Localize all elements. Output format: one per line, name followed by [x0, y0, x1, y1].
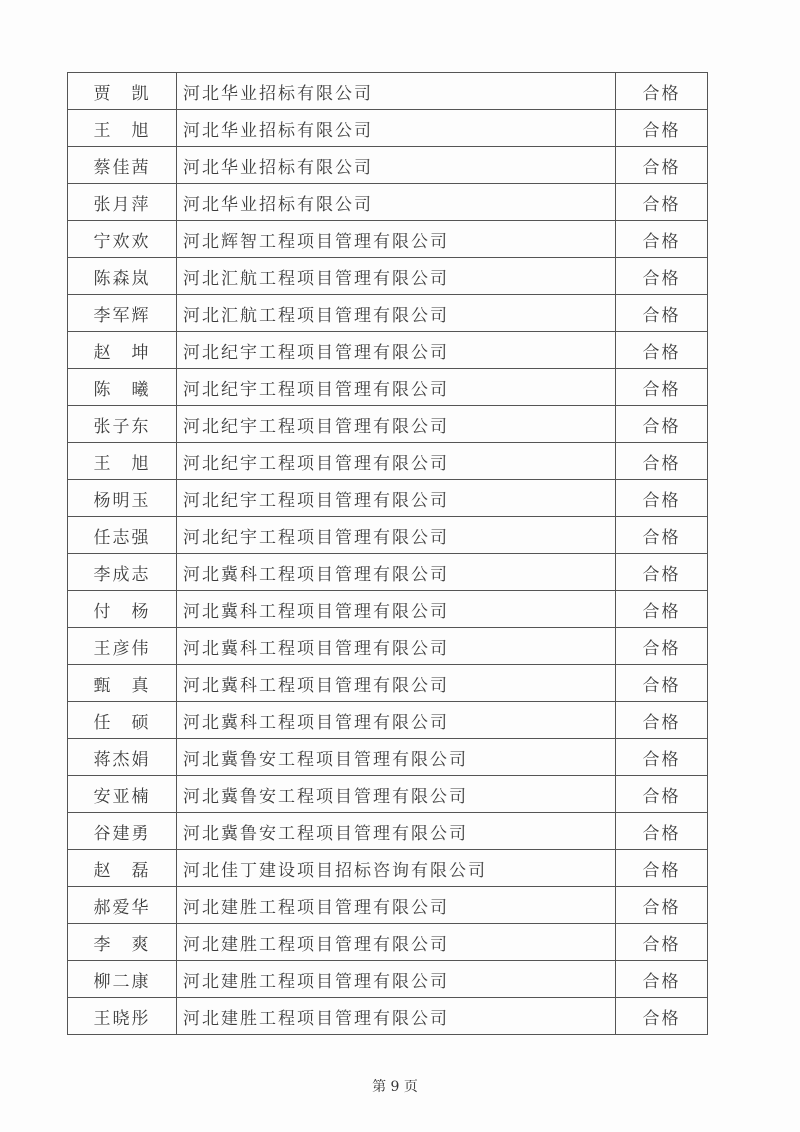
table-row — [68, 332, 708, 369]
table-row — [68, 591, 708, 628]
result-status: 合格 — [616, 443, 708, 480]
table-row — [68, 887, 708, 924]
company-name: 河北纪宇工程项目管理有限公司 — [177, 332, 616, 369]
result-status: 合格 — [616, 850, 708, 887]
company-name: 河北冀鲁安工程项目管理有限公司 — [177, 776, 616, 813]
table-row — [68, 480, 708, 517]
table-row — [68, 295, 708, 332]
table-row — [68, 517, 708, 554]
result-status: 合格 — [616, 295, 708, 332]
person-name: 甄 真 — [68, 665, 177, 702]
company-name: 河北纪宇工程项目管理有限公司 — [177, 406, 616, 443]
result-status: 合格 — [616, 554, 708, 591]
result-status: 合格 — [616, 517, 708, 554]
result-status: 合格 — [616, 665, 708, 702]
person-name: 柳二康 — [68, 961, 177, 998]
result-status: 合格 — [616, 406, 708, 443]
person-name: 任 硕 — [68, 702, 177, 739]
result-status: 合格 — [616, 147, 708, 184]
company-name: 河北纪宇工程项目管理有限公司 — [177, 443, 616, 480]
person-name: 陈 曦 — [68, 369, 177, 406]
result-status: 合格 — [616, 702, 708, 739]
table-row — [68, 961, 708, 998]
person-name: 王 旭 — [68, 110, 177, 147]
person-name: 贾 凯 — [68, 73, 177, 110]
table-row — [68, 184, 708, 221]
person-name: 蒋杰娟 — [68, 739, 177, 776]
table-row — [68, 369, 708, 406]
result-status: 合格 — [616, 258, 708, 295]
person-name: 李 爽 — [68, 924, 177, 961]
company-name: 河北汇航工程项目管理有限公司 — [177, 295, 616, 332]
person-name: 王晓彤 — [68, 998, 177, 1035]
result-status: 合格 — [616, 369, 708, 406]
company-name: 河北华业招标有限公司 — [177, 110, 616, 147]
page-number: 第 9 页 — [372, 1079, 418, 1095]
result-status: 合格 — [616, 332, 708, 369]
result-status: 合格 — [616, 998, 708, 1035]
result-status: 合格 — [616, 961, 708, 998]
company-name: 河北纪宇工程项目管理有限公司 — [177, 517, 616, 554]
person-name: 李成志 — [68, 554, 177, 591]
company-name: 河北建胜工程项目管理有限公司 — [177, 998, 616, 1035]
company-name: 河北华业招标有限公司 — [177, 184, 616, 221]
person-name: 陈森岚 — [68, 258, 177, 295]
table-row — [68, 443, 708, 480]
company-name: 河北冀科工程项目管理有限公司 — [177, 591, 616, 628]
table-row — [68, 110, 708, 147]
table-row — [68, 221, 708, 258]
person-name: 张月萍 — [68, 184, 177, 221]
company-name: 河北建胜工程项目管理有限公司 — [177, 887, 616, 924]
result-status: 合格 — [616, 887, 708, 924]
result-status: 合格 — [616, 591, 708, 628]
company-name: 河北冀鲁安工程项目管理有限公司 — [177, 813, 616, 850]
results-table-body — [68, 73, 708, 1035]
result-status: 合格 — [616, 480, 708, 517]
company-name: 河北冀科工程项目管理有限公司 — [177, 702, 616, 739]
table-row — [68, 739, 708, 776]
result-status: 合格 — [616, 110, 708, 147]
result-status: 合格 — [616, 776, 708, 813]
table-row — [68, 702, 708, 739]
person-name: 赵 磊 — [68, 850, 177, 887]
person-name: 安亚楠 — [68, 776, 177, 813]
results-table — [67, 72, 708, 1035]
table-row — [68, 776, 708, 813]
result-status: 合格 — [616, 221, 708, 258]
result-status: 合格 — [616, 628, 708, 665]
person-name: 王 旭 — [68, 443, 177, 480]
person-name: 王彦伟 — [68, 628, 177, 665]
company-name: 河北冀科工程项目管理有限公司 — [177, 554, 616, 591]
table-row — [68, 554, 708, 591]
table-row — [68, 258, 708, 295]
table-row — [68, 147, 708, 184]
table-row — [68, 73, 708, 110]
table-row — [68, 665, 708, 702]
company-name: 河北华业招标有限公司 — [177, 73, 616, 110]
person-name: 郝爱华 — [68, 887, 177, 924]
company-name: 河北建胜工程项目管理有限公司 — [177, 961, 616, 998]
person-name: 杨明玉 — [68, 480, 177, 517]
table-row — [68, 813, 708, 850]
person-name: 蔡佳茜 — [68, 147, 177, 184]
result-status: 合格 — [616, 184, 708, 221]
person-name: 宁欢欢 — [68, 221, 177, 258]
table-row — [68, 628, 708, 665]
company-name: 河北纪宇工程项目管理有限公司 — [177, 369, 616, 406]
table-row — [68, 924, 708, 961]
person-name: 任志强 — [68, 517, 177, 554]
company-name: 河北佳丁建设项目招标咨询有限公司 — [177, 850, 616, 887]
company-name: 河北纪宇工程项目管理有限公司 — [177, 480, 616, 517]
person-name: 张子东 — [68, 406, 177, 443]
person-name: 李军辉 — [68, 295, 177, 332]
person-name: 谷建勇 — [68, 813, 177, 850]
result-status: 合格 — [616, 924, 708, 961]
company-name: 河北冀科工程项目管理有限公司 — [177, 628, 616, 665]
company-name: 河北汇航工程项目管理有限公司 — [177, 258, 616, 295]
result-status: 合格 — [616, 739, 708, 776]
table-row — [68, 850, 708, 887]
company-name: 河北辉智工程项目管理有限公司 — [177, 221, 616, 258]
company-name: 河北建胜工程项目管理有限公司 — [177, 924, 616, 961]
company-name: 河北冀鲁安工程项目管理有限公司 — [177, 739, 616, 776]
person-name: 赵 坤 — [68, 332, 177, 369]
company-name: 河北华业招标有限公司 — [177, 147, 616, 184]
result-status: 合格 — [616, 813, 708, 850]
company-name: 河北冀科工程项目管理有限公司 — [177, 665, 616, 702]
table-row — [68, 998, 708, 1035]
result-status: 合格 — [616, 73, 708, 110]
person-name: 付 杨 — [68, 591, 177, 628]
table-row — [68, 406, 708, 443]
